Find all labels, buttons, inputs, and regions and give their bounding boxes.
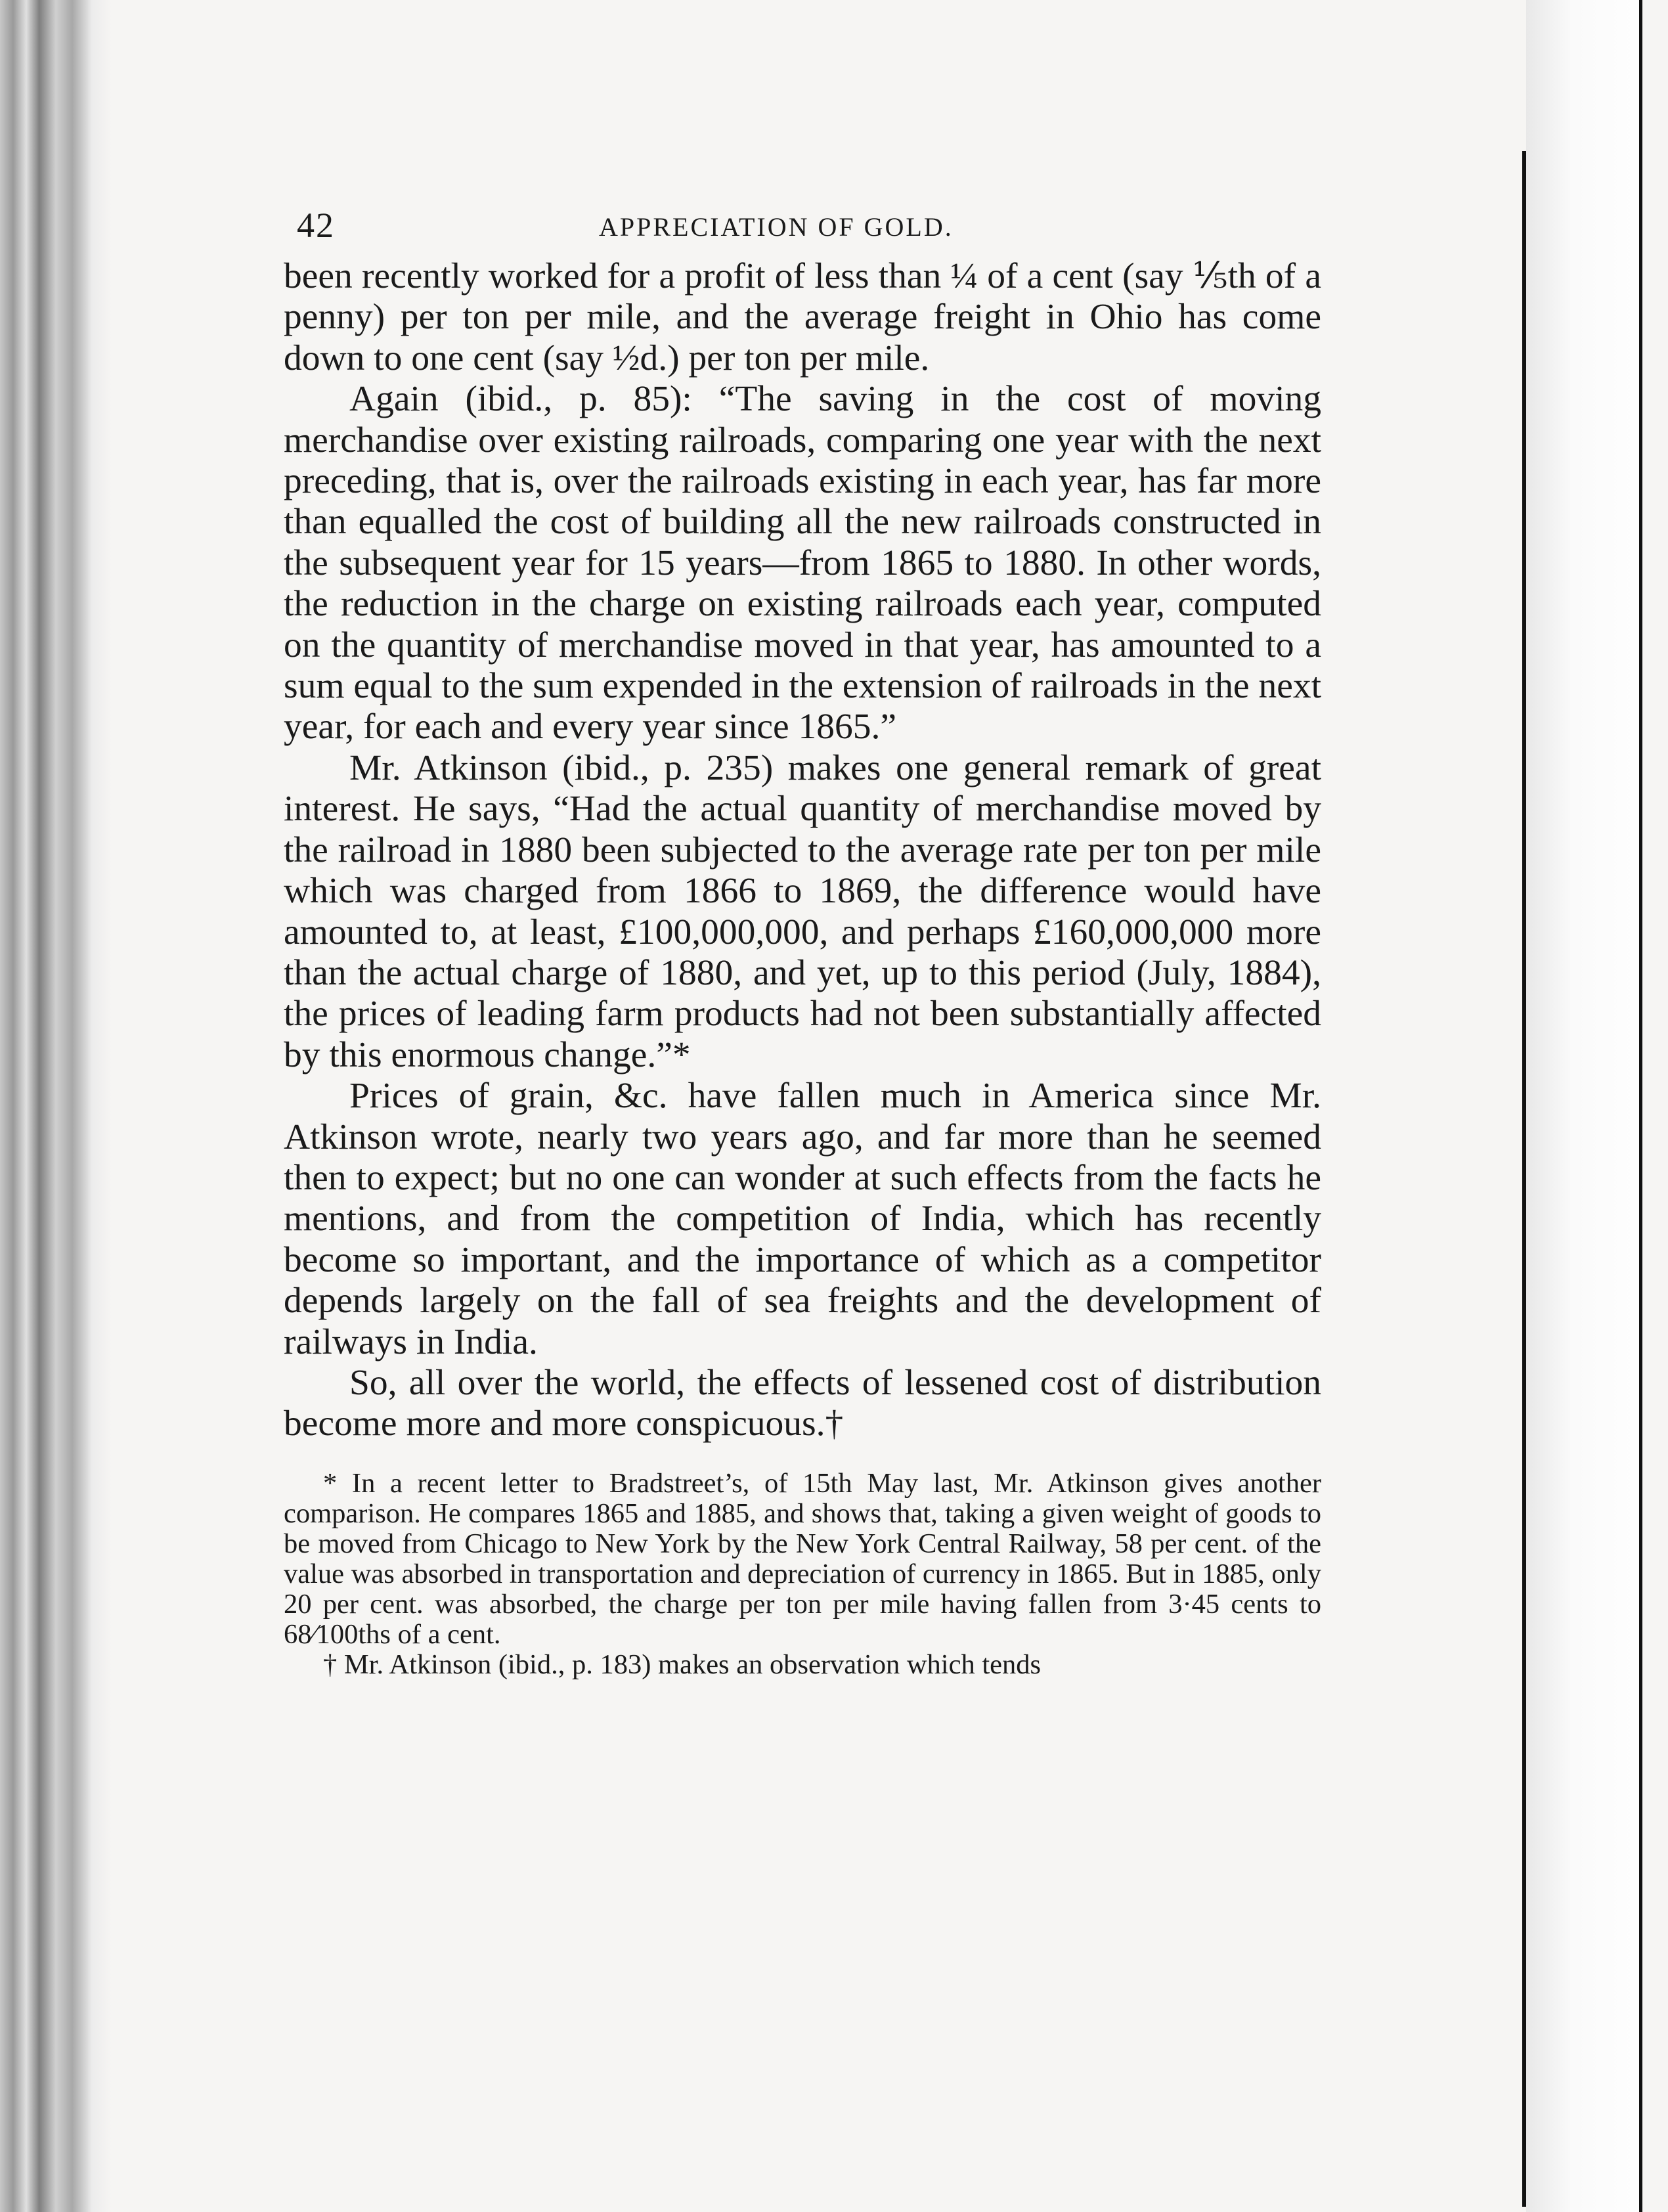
footnotes	[284, 1469, 1321, 1680]
page-number: 42	[297, 206, 335, 245]
body-text	[284, 256, 1321, 1445]
running-head: APPRECIATION OF GOLD.	[599, 212, 954, 242]
facing-page-edge	[1526, 0, 1639, 2212]
paragraph-5: So, all over the world, the effects of lessened cost of distribution become more and more conspicuous.†	[284, 1362, 1321, 1444]
page-header	[284, 197, 1321, 256]
footnote-asterisk: * In a recent letter to Bradstreet’s, of 15th May last, Mr. Atkinson gives another comparison. He compares 1865 and 1885, and shows that, taking a given weight of goods to be moved from Chicago to New York by the New York Central Railway, 58 per cent. of the value was absorbed in transportation and depreciation of currency in 1865. But in 1885, only 20 per cent. was absorbed, the charge per ton per mile having fallen from 3·45 cents to 68⁄100ths of a cent.	[284, 1467, 1321, 1650]
page-content	[284, 197, 1321, 1680]
paragraph-3: Mr. Atkinson (ibid., p. 235) makes one general remark of great interest. He says, “Had the actual quantity of merchandise moved by the railroad in 1880 been subjected to the average rate per ton per mile which was charged from 1866 to 1869, the difference would have amounted to, at least, £100,000,000, and perhaps £160,000,000 more than the actual charge of 1880, and yet, up to this period (July, 1884), the prices of leading farm products had not been substantially affected by this enormous change.”*	[284, 747, 1321, 1075]
page-edge-line	[1522, 151, 1526, 2207]
footnote-dagger: † Mr. Atkinson (ibid., p. 183) makes an observation which tends	[323, 1648, 1042, 1680]
paragraph-1: been recently worked for a profit of less than ¼ of a cent (say ⅕th of a penny) per ton per mile, and the average freight in Ohio has come down to one cent (say ½d.) per ton per mile.	[284, 256, 1321, 378]
book-binding-edge	[0, 0, 112, 2212]
page-edge-line-outer	[1639, 0, 1642, 2212]
paragraph-4: Prices of grain, &c. have fallen much in America since Mr. Atkinson wrote, nearly two years ago, and far more than he seemed then to expect; but no one can wonder at such effects from the facts he mentions, and from the competition of India, which has recently become so important, and the importance of which as a competitor depends largely on the fall of sea freights and the development of railways in India.	[284, 1076, 1321, 1362]
paragraph-2: Again (ibid., p. 85): “The saving in the cost of moving merchandise over existing railroads, comparing one year with the next preceding, that is, over the railroads existing in each year, has far more than equalled the cost of building all the new railroads constructed in the subsequent year for 15 years—from 1865 to 1880. In other words, the reduction in the charge on existing railroads each year, computed on the quantity of merchandise moved in that year, has amounted to a sum equal to the sum expended in the extension of railroads in the next year, for each and every year since 1865.”	[284, 379, 1321, 747]
